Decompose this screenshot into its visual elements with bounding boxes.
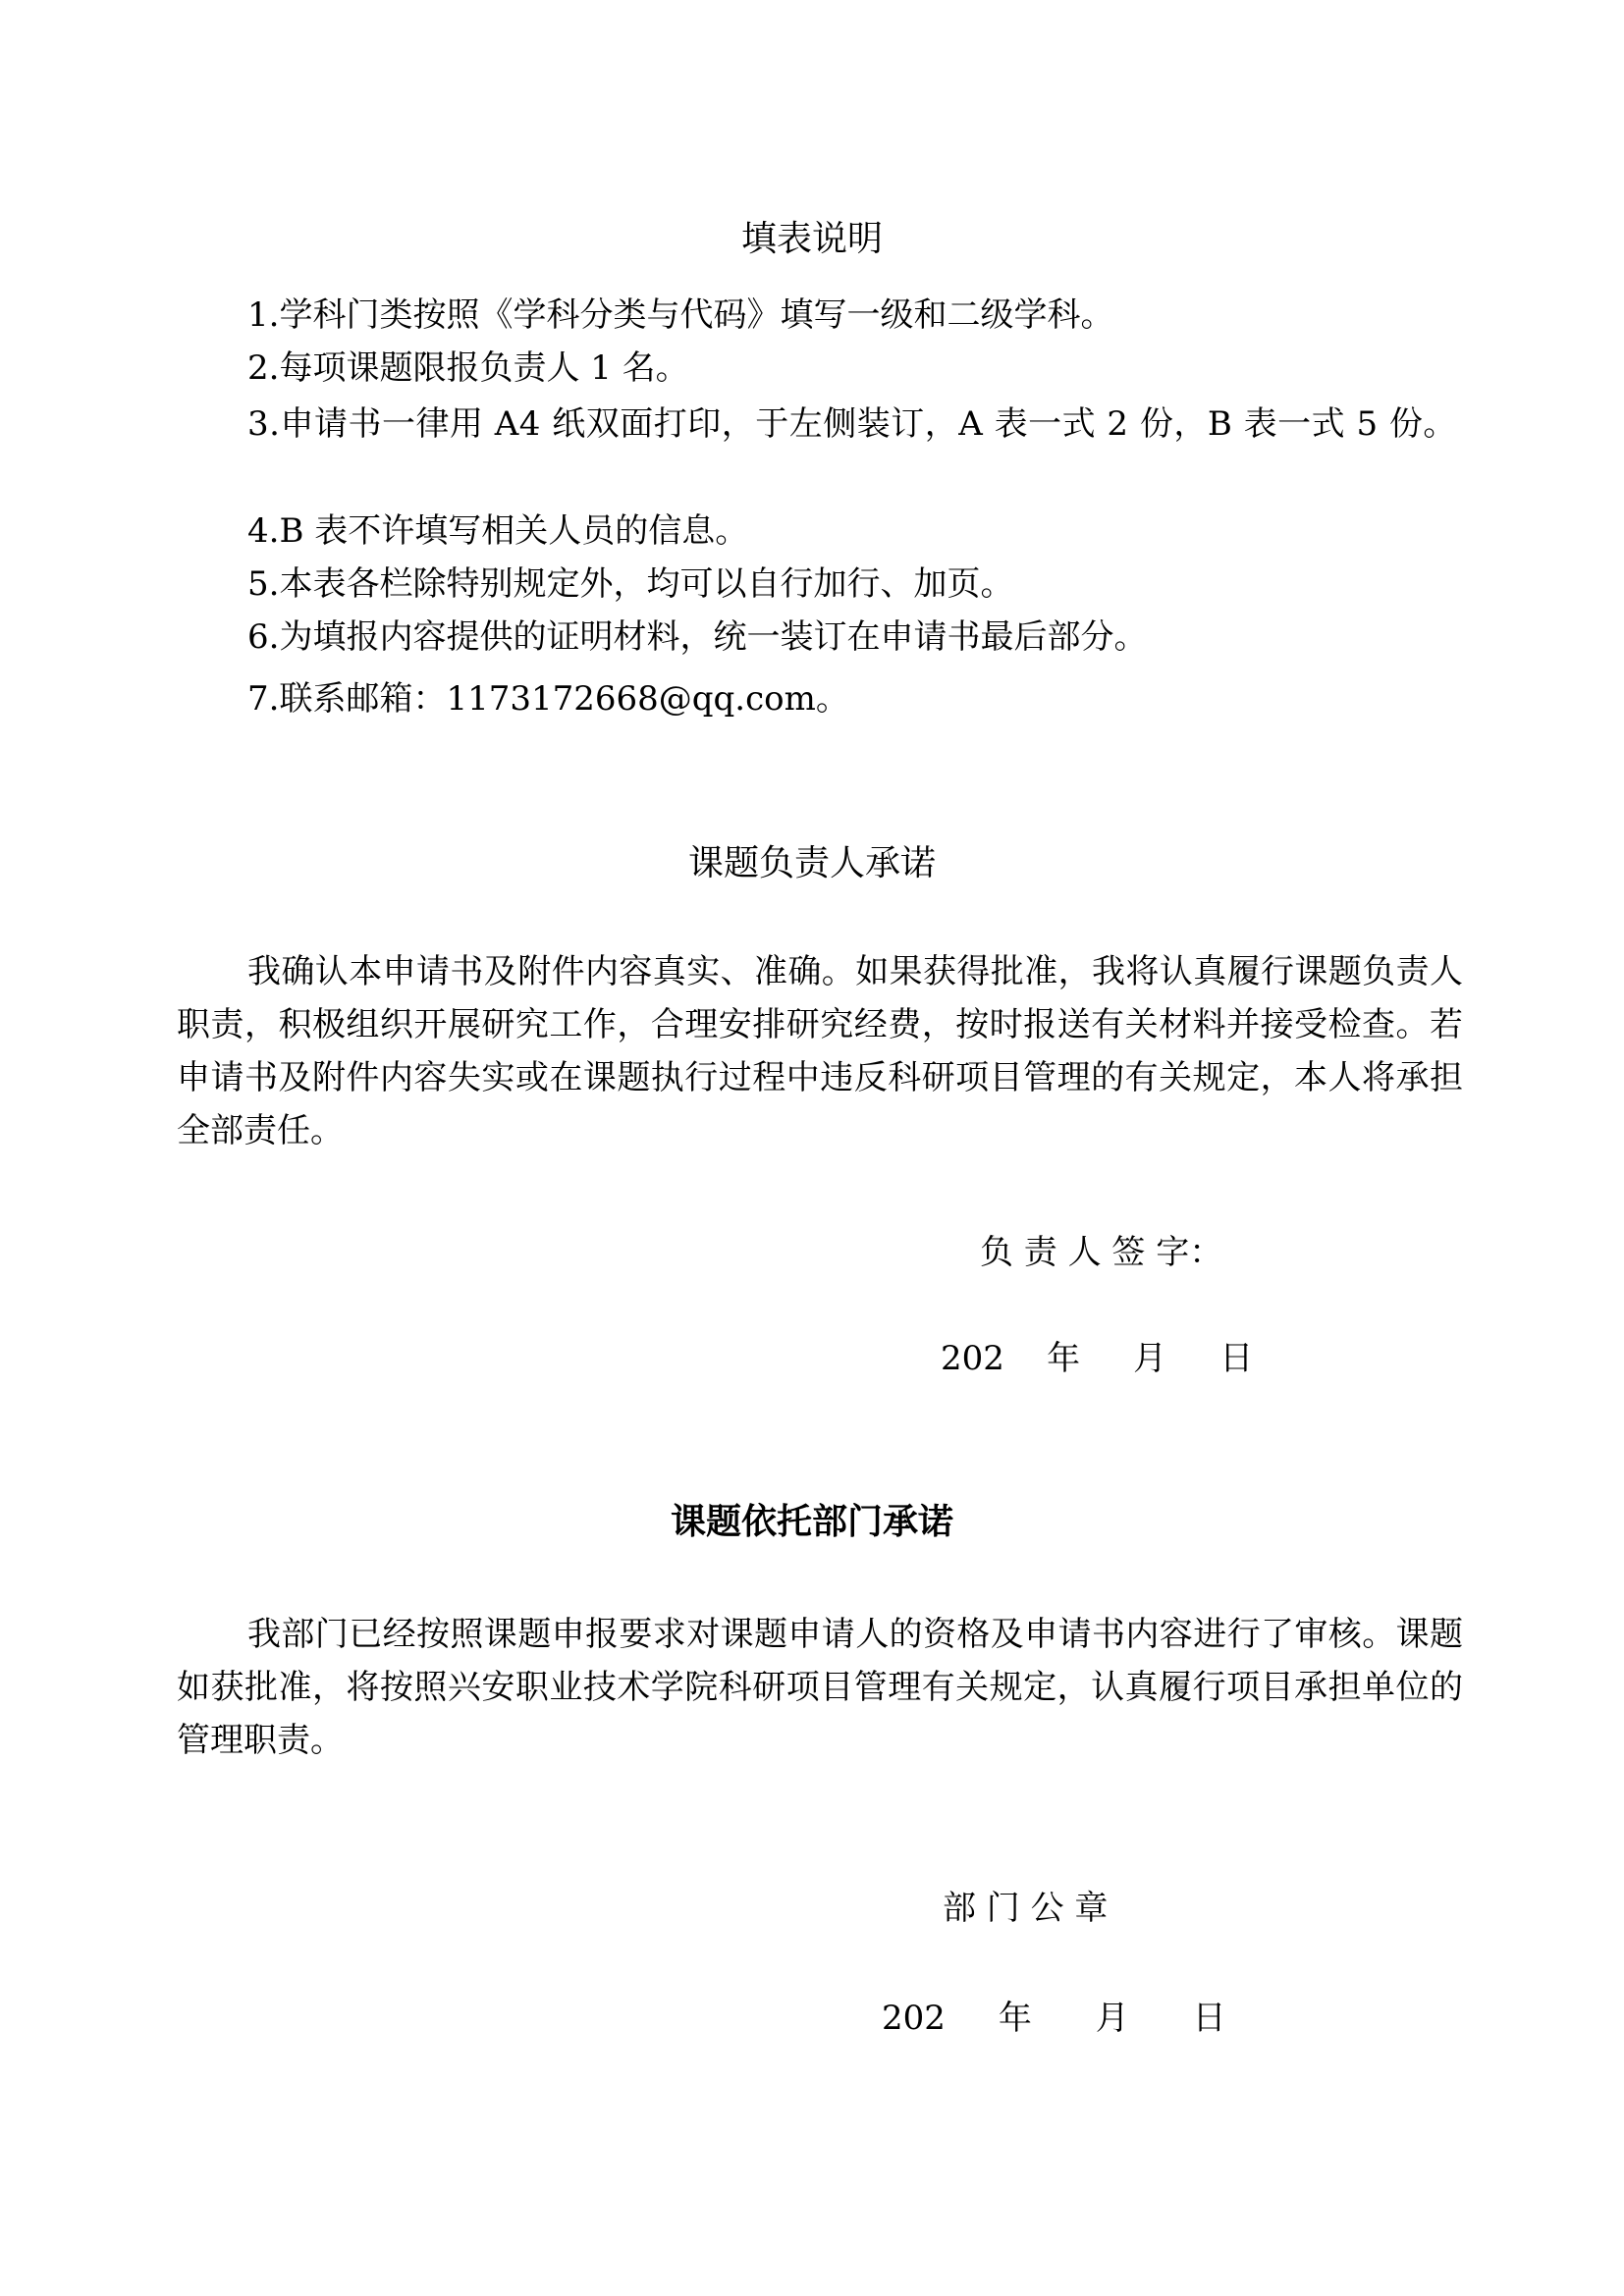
instruction-item-6: 6.为填报内容提供的证明材料，统一装订在申请书最后部分。 [247, 617, 1148, 657]
leader-commitment-title: 课题负责人承诺 [687, 843, 936, 883]
department-commitment-body: 我部门已经按照课题申报要求对课题申请人的资格及申请书内容进行了审核。课题如获批准，将按照兴安职业技术学院科研项目管理有关规定，认真履行项目承担单位的管理职责。 [177, 1615, 1463, 1760]
instruction-item-2: 2.每项课题限报负责人 1 名。 [247, 348, 689, 388]
leader-signature-label: 负 责 人 签 字： [980, 1233, 1223, 1272]
leader-commitment-body: 我确认本申请书及附件内容真实、准确。如果获得批准，我将认真履行课题负责人职责，积极组织开展研究工作，合理安排研究经费，按时报送有关材料并接受检查。若申请书及附件内容失实或在课题执行过程中违反科研项目管理的有关规定，本人将承担全部责任。 [177, 952, 1463, 1150]
department-commitment-title: 课题依托部门承诺 [670, 1501, 953, 1542]
instruction-item-7: 7.联系邮箱：1173172668@qq.com。 [247, 679, 849, 719]
instruction-item-5: 5.本表各栏除特别规定外，均可以自行加行、加页。 [247, 564, 1014, 604]
department-seal-label: 部 门 公 章 [943, 1889, 1109, 1928]
department-date-line: 202 年 月 日 [882, 1999, 1226, 2038]
instructions-title: 填表说明 [740, 219, 883, 259]
instruction-item-4: 4.B 表不许填写相关人员的信息。 [247, 511, 749, 551]
leader-date-line: 202 年 月 日 [941, 1339, 1254, 1378]
instruction-item-1: 1.学科门类按照《学科分类与代码》填写一级和二级学科。 [247, 295, 1114, 335]
instruction-item-3: 3.申请书一律用 A4 纸双面打印，于左侧装订，A 表一式 2 份，B 表一式 5 份。 [247, 404, 1457, 444]
